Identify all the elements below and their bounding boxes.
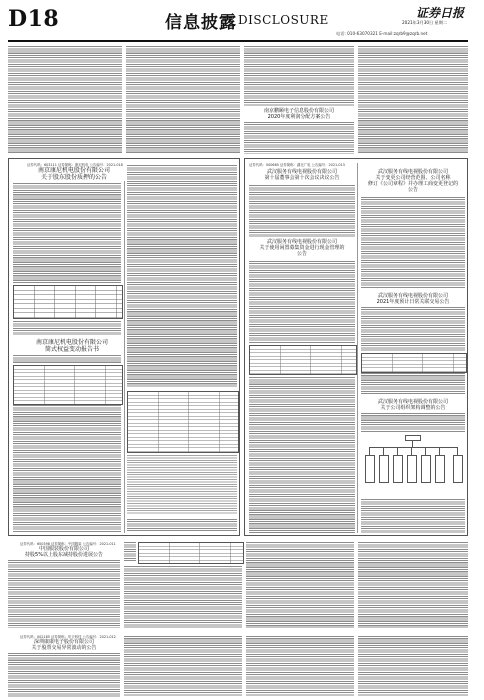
column-divider (357, 163, 358, 533)
article-headline: 中国服装股份有限公司 持股5%以上股东减持股份进展公告 (25, 546, 103, 558)
text-column (124, 636, 242, 696)
text-column (361, 413, 465, 433)
issue-date: 2021年3月30日 星期二 (402, 20, 448, 25)
org-chart (363, 437, 463, 495)
article-headline: 南京鹏颐电子信息股份有限公司 2020年度利润分配方案公告 (263, 108, 334, 120)
product-table (249, 345, 357, 375)
text-column (244, 46, 354, 106)
article-frame (244, 158, 468, 536)
text-column (249, 185, 355, 237)
text-column (126, 46, 240, 154)
transaction-table (361, 353, 467, 373)
contact-info: 电话: 010-63070321 E-mail:zqrb9@zqrb.net (336, 31, 428, 36)
article-headline: 南京康尼机电股份有限公司 简式权益变动报告书 (35, 339, 108, 353)
text-column (8, 560, 120, 628)
article-headline: 武汉服务有线电视股份有限公司 2021年度预计日常关联交易公告 (376, 293, 450, 305)
text-column (358, 542, 468, 628)
text-column (124, 542, 136, 562)
text-column (244, 122, 354, 154)
article-headline: 南京康尼机电股份有限公司 关于股东股份质押的公告 (37, 167, 110, 181)
last-band (8, 634, 468, 698)
text-column (13, 321, 121, 335)
text-column (358, 46, 468, 154)
text-column (249, 377, 355, 533)
bottom-band (8, 540, 468, 630)
text-column (127, 455, 237, 515)
text-column (361, 197, 465, 289)
section-title: 信息披露 (165, 13, 237, 33)
text-column (8, 46, 122, 154)
stock-code-line: 证券代码：002185 证券简称：华天科技 公告编号：2021-012 (20, 635, 116, 639)
text-column (8, 653, 120, 697)
stock-code-line: 证券代码：000665 证券简称：湖北广电 公告编号：2021-013 (249, 163, 345, 167)
article-headline: 武汉服务有线电视股份有限公司 第十届董事会第十次会议决议公告 (264, 169, 340, 181)
stock-code-line: 证券代码：600398 证券简称：中国服装 公告编号：2021-011 (20, 542, 116, 546)
newspaper-logo: 证券日报 (416, 6, 465, 20)
pledge-table (13, 285, 123, 319)
text-column (361, 373, 465, 395)
article-headline: 武汉服务有线电视股份有限公司 关于变更公司经营范围、公司名称 修订《公司章程》并办理工商变更登记的 公告 (367, 169, 458, 193)
info-table (13, 365, 123, 405)
text-column (249, 261, 355, 343)
stock-code-line: 证券代码：603111 证券简称：康尼机电 公告编号：2021-018 (27, 163, 123, 167)
article-headline: 武汉服务有线电视股份有限公司 关于公司组织架构调整的公告 (377, 399, 448, 411)
text-column (124, 566, 242, 628)
holding-table (127, 391, 239, 453)
text-column (13, 355, 121, 363)
article-frame (8, 158, 240, 536)
section-title-english: DISCLOSURE (238, 13, 329, 27)
text-column (246, 542, 354, 628)
article-headline: 深圳康康电子股份有限公司 关于股票交易异常波动的公告 (31, 639, 97, 651)
text-column (361, 499, 465, 533)
masthead-rule (8, 40, 468, 42)
page-number: D18 (8, 6, 60, 32)
text-column (361, 307, 465, 351)
text-column (246, 636, 354, 696)
text-column (127, 165, 237, 387)
column-divider (124, 181, 125, 533)
text-column (358, 636, 468, 696)
article-headline: 武汉服务有线电视股份有限公司 关于使用闲置募集资金进行现金管理的 公告 (259, 239, 345, 257)
text-column (13, 405, 121, 533)
top-band (8, 46, 468, 156)
text-column (127, 519, 237, 531)
text-column (13, 183, 121, 283)
reduction-table (138, 542, 244, 564)
